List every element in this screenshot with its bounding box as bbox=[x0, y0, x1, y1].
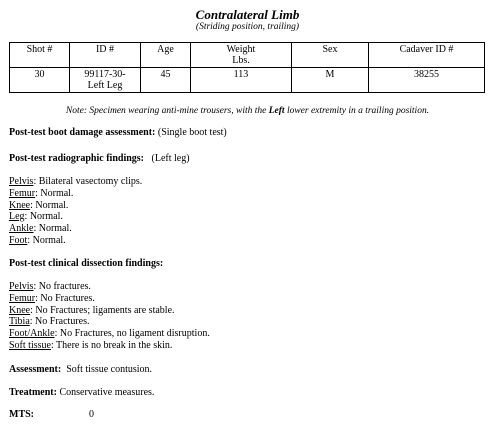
assessment-label: Assessment: bbox=[9, 364, 62, 375]
boot-value: (Single boot test) bbox=[157, 127, 227, 138]
cell-id bbox=[70, 68, 141, 93]
list-item bbox=[9, 328, 210, 339]
table-row bbox=[10, 68, 485, 93]
finding-label: Knee bbox=[9, 200, 31, 211]
finding-text: : Normal. bbox=[35, 188, 74, 199]
list-item bbox=[9, 340, 172, 351]
cell-shot: 30 bbox=[10, 68, 70, 93]
cell-age: 45 bbox=[141, 68, 191, 93]
boot-heading: Post-test boot damage assessment: bbox=[9, 127, 156, 138]
list-item bbox=[9, 211, 63, 222]
radiographic-side: (Left leg) bbox=[151, 153, 190, 164]
list-item bbox=[9, 235, 66, 246]
finding-text: : No fractures. bbox=[33, 281, 91, 292]
mts-line bbox=[9, 409, 129, 420]
note-suffix: lower extremity in a trailing position. bbox=[284, 106, 430, 116]
finding-text: : No Fractures, no ligament disruption. bbox=[54, 328, 210, 339]
finding-label: Femur bbox=[9, 293, 36, 304]
finding-label: Foot bbox=[9, 235, 28, 246]
header-cadaver-id: Cadaver ID # bbox=[369, 43, 485, 68]
list-item bbox=[9, 316, 89, 327]
specimen-note bbox=[0, 106, 495, 116]
list-item bbox=[9, 293, 95, 304]
finding-label: Pelvis bbox=[9, 281, 34, 292]
header-id: ID # bbox=[70, 43, 141, 68]
header-shot: Shot # bbox=[10, 43, 70, 68]
list-item bbox=[9, 176, 142, 187]
treatment-value: Conservative measures. bbox=[59, 387, 155, 398]
finding-label: Pelvis bbox=[9, 176, 34, 187]
note-emphasis: Left bbox=[268, 106, 285, 116]
finding-text: : No Fractures; ligaments are stable. bbox=[30, 305, 175, 316]
finding-text: : No Fractures. bbox=[35, 293, 95, 304]
header-weight-line1: Weight bbox=[226, 44, 256, 55]
dissection-heading-text: Post-test clinical dissection findings: bbox=[9, 258, 164, 269]
cell-sex: M bbox=[292, 68, 369, 93]
assessment-line bbox=[9, 364, 152, 375]
finding-label: Leg bbox=[9, 211, 25, 222]
finding-text: : Bilateral vasectomy clips. bbox=[33, 176, 143, 187]
finding-label: Knee bbox=[9, 305, 31, 316]
mts-label: MTS: bbox=[9, 409, 34, 420]
finding-label: Femur bbox=[9, 188, 36, 199]
treatment-line bbox=[9, 387, 154, 398]
finding-label: Soft tissue bbox=[9, 340, 51, 351]
document-subtitle: (Striding position, trailing) bbox=[195, 22, 300, 32]
list-item bbox=[9, 281, 91, 292]
finding-text: : There is no break in the skin. bbox=[50, 340, 173, 351]
treatment-label: Treatment: bbox=[9, 387, 57, 398]
list-item bbox=[9, 223, 72, 234]
cell-cadaver-id: 38255 bbox=[369, 68, 485, 93]
finding-text: : No Fractures. bbox=[29, 316, 90, 327]
finding-text: : Normal. bbox=[24, 211, 63, 222]
finding-text: : Normal. bbox=[27, 235, 66, 246]
radiographic-heading: Post-test radiographic findings: bbox=[9, 153, 144, 164]
specimen-table bbox=[9, 42, 485, 93]
finding-text: : Normal. bbox=[33, 223, 72, 234]
note-prefix: Note: Specimen wearing anti-mine trousers, with the bbox=[65, 106, 269, 116]
table-header-row bbox=[10, 43, 485, 68]
cell-weight: 113 bbox=[191, 68, 292, 93]
finding-text: : Normal. bbox=[30, 200, 69, 211]
list-item bbox=[9, 188, 73, 199]
finding-label: Ankle bbox=[9, 223, 34, 234]
mts-value: 0 bbox=[89, 409, 94, 420]
dissection-heading bbox=[9, 258, 163, 269]
list-item bbox=[9, 305, 175, 316]
cell-id-line2: Left Leg bbox=[87, 80, 123, 91]
document-title: Contralateral Limb bbox=[195, 7, 300, 22]
assessment-value: Soft tissue contusion. bbox=[66, 364, 153, 375]
list-item bbox=[9, 200, 68, 211]
header-sex: Sex bbox=[292, 43, 369, 68]
header-age: Age bbox=[141, 43, 191, 68]
header-weight bbox=[191, 43, 292, 68]
finding-label: Tibia bbox=[9, 316, 30, 327]
finding-label: Foot/Ankle bbox=[9, 328, 55, 339]
radiographic-section bbox=[9, 153, 190, 164]
cell-id-line1: 99117-30- bbox=[84, 69, 126, 80]
boot-assessment bbox=[9, 127, 227, 138]
header-weight-line2: Lbs. bbox=[232, 55, 250, 66]
